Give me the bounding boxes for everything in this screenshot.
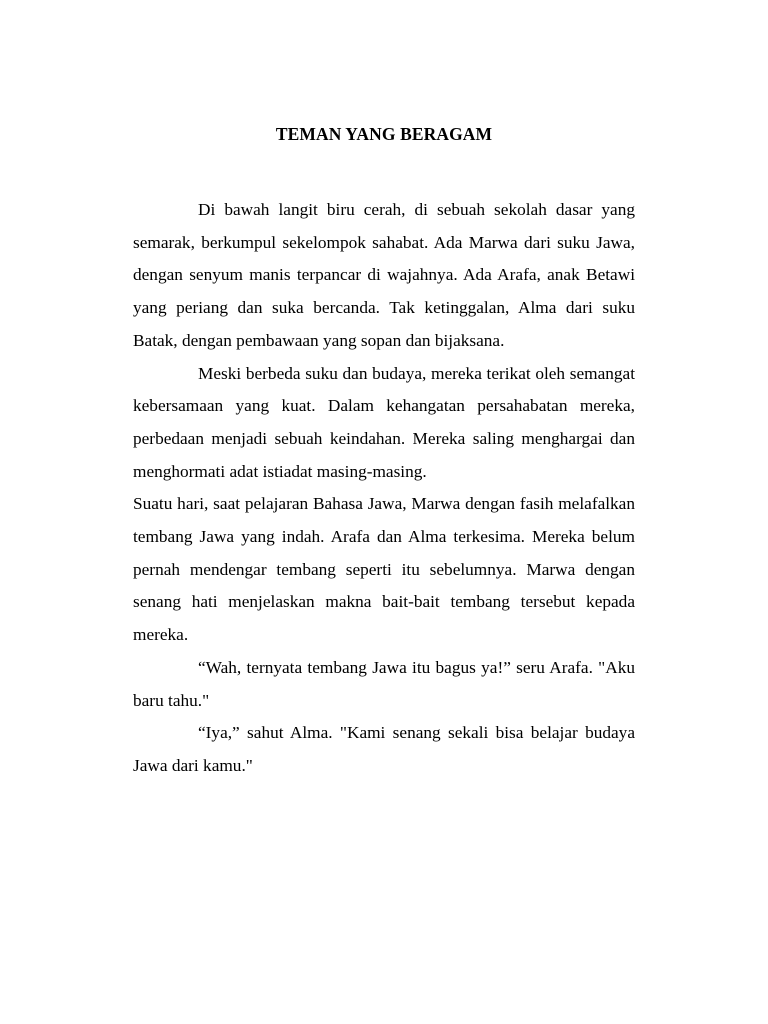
paragraph-1: Di bawah langit biru cerah, di sebuah sekolah dasar yang semarak, berkumpul sekelompok sahabat. Ada Marwa dari suku Jawa, dengan senyum manis terpancar di wajahnya. Ada Arafa, anak Betawi yang periang dan suka bercanda. Tak ketinggalan, Alma dari suku Batak, dengan pembawaan yang sopan dan bijaksana. <box>133 200 635 350</box>
paragraph-3: Suatu hari, saat pelajaran Bahasa Jawa, Marwa dengan fasih melafalkan tembang Jawa yang indah. Arafa dan Alma terkesima. Mereka belum pernah mendengar tembang seperti itu sebelumnya. Marwa dengan senang hati menjelaskan makna bait-bait tembang tersebut kepada mereka. <box>133 494 635 645</box>
story-title: TEMAN YANG BERAGAM <box>275 124 493 144</box>
paragraph-2: Meski berbeda suku dan budaya, mereka terikat oleh semangat kebersamaan yang kuat. Dalam kehangatan persahabatan mereka, perbedaan menjadi sebuah keindahan. Mereka saling menghargai dan menghormati adat istiadat masing-masing. <box>133 363 635 481</box>
paragraph-5: “Iya,” sahut Alma. "Kami senang sekali bisa belajar budaya Jawa dari kamu." <box>133 723 635 775</box>
paragraph-4: “Wah, ternyata tembang Jawa itu bagus ya!” seru Arafa. "Aku baru tahu." <box>133 657 635 710</box>
story-body <box>133 194 635 783</box>
